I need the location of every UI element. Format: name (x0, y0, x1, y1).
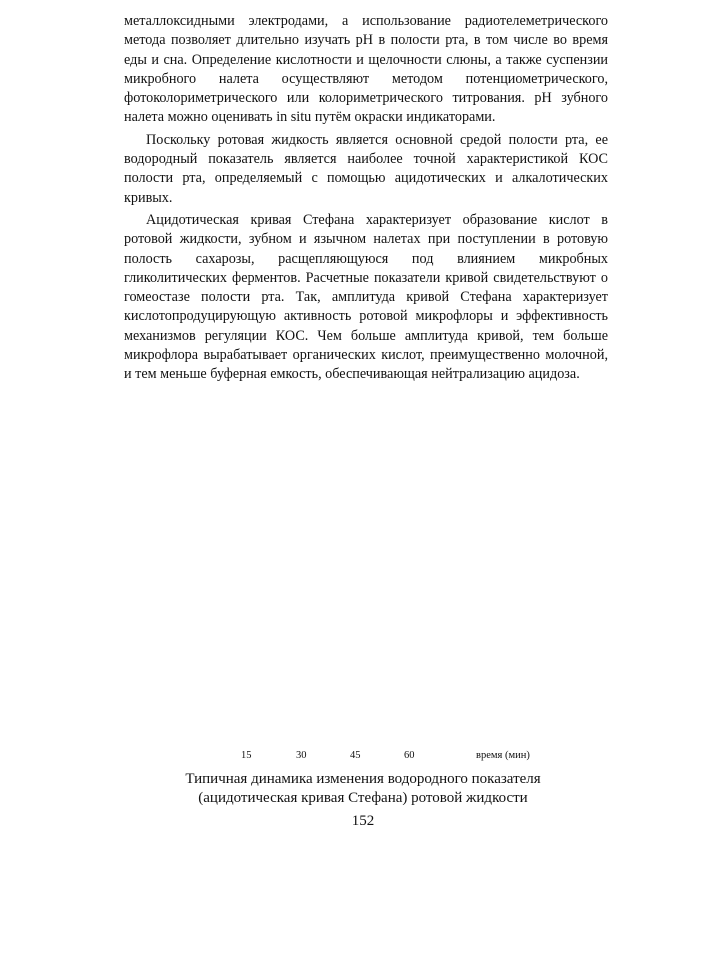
x-tick-label: 45 (350, 750, 361, 761)
x-tick-label: 15 (241, 750, 252, 761)
paragraph-3: Ацидотическая кривая Стефана характеризует образование кислот в ротовой жидкости, зубном и язычном налетах при поступлении в ротовую полость сахарозы, расщепляющуюся под влиянием микробных гликолитических ферментов. Расчетные показатели кривой свидетельствуют о гомеостазе полости рта. Так, амплитуда кривой Стефана характеризует кислотопродуцирующую активность ротовой микрофлоры и эффективность механизмов регуляции КОС. Чем больше амплитуда кривой, тем больше микрофлора вырабатывает органических кислот, преимущественно молочной, и тем меньше буферная емкость, обеспечивающая нейтрализацию ацидоза. (124, 211, 608, 383)
body-text (124, 12, 608, 388)
paragraph-1: металлоксидными электродами, а использование радиотелеметрического метода позволяет длительно изучать pH в полости рта, в том числе во время еды и сна. Определение кислотности и щелочности слюны, а также суспензии микробного налета осуществляют методом потенциометрического, фотоколориметрического или колориметрического титрования. pH зубного налета можно оценивать in situ путём окраски индикаторами. (124, 13, 608, 126)
x-tick-label: 30 (296, 750, 307, 761)
caption-line-2: (ацидотическая кривая Стефана) ротовой жидкости (198, 790, 528, 806)
x-tick-label: 60 (404, 750, 415, 761)
x-axis-label: время (мин) (476, 750, 530, 761)
figure-axis-labels (0, 750, 726, 766)
figure-caption (0, 770, 726, 808)
page-number: 152 (351, 813, 375, 829)
paragraph-2: Поскольку ротовая жидкость является основной средой полости рта, ее водородный показатель является наиболее точной характеристикой КОС полости рта, определяемый с помощью ацидотических и алкалотических кривых. (124, 131, 608, 206)
caption-line-1: Типичная динамика изменения водородного показателя (185, 771, 541, 787)
